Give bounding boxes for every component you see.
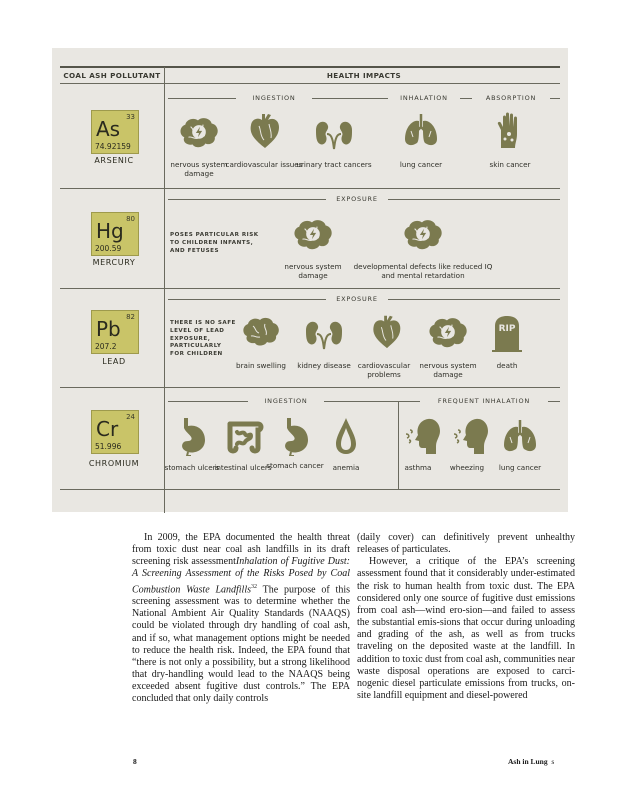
brain-icon: [241, 316, 281, 348]
impact-label: urinary tract cancers: [296, 160, 372, 169]
chromium-symbol: Cr: [96, 417, 119, 441]
mercury-exposure-section-label: EXPOSURE: [326, 195, 388, 203]
blood-drop-icon: [332, 416, 360, 456]
impact-label: anemia: [332, 463, 360, 472]
mercury-symbol: Hg: [96, 219, 124, 243]
mercury-risk-note: POSES PARTICULAR RISK TO CHILDREN INFANTS, AND FETUSES: [170, 232, 259, 254]
lead-atomic-mass: 207.2: [95, 342, 117, 351]
chromium-inhalation-section-label: FREQUENT INHALATION: [420, 397, 548, 405]
pollutant-column-header: COAL ASH POLLUTANT: [63, 71, 161, 80]
chromium-element-tile: [91, 410, 139, 454]
impacts-column-header: HEALTH IMPACTS: [326, 71, 402, 80]
chromium-name: CHROMIUM: [88, 459, 140, 468]
chromium-atomic-mass: 51.996: [95, 442, 122, 451]
impact-label: developmental defects like reduced IQ and mental retardation: [353, 262, 493, 280]
body-text: In 2009, the EPA documented the health threat from toxic dust near coal ash landfills in its draft screening risk assessment: [132, 532, 350, 568]
heart-icon: [245, 110, 285, 150]
stomach-warning-icon: [278, 416, 312, 456]
impact-label: nervous system damage: [284, 262, 342, 280]
heart-icon: [368, 312, 406, 350]
lead-element-tile: [91, 310, 139, 354]
kidneys-icon: [302, 316, 346, 350]
kidneys-icon: [312, 116, 356, 150]
report-title: Inhalation of Fugitive Dust: A Screening Assessment of the Risks Posed by Coal Combustion Waste Landfills: [132, 556, 350, 595]
tombstone-rip-text: RIP: [498, 324, 516, 334]
lead-exposure-section-label: EXPOSURE: [326, 295, 388, 303]
arsenic-element-tile: [91, 110, 139, 154]
impact-label: nervous system damage: [419, 361, 477, 379]
body-text: The purpose of this screening assessment was to determine whether the National Ambient Air Quality Standards (NAAQS) could be violated through dry handling of coal ash, and if so, what management options might be needed to reduce the health risk. Indeed, the EPA found that “there is not only a possibility, but a strong likelihood that dry-handling would lead to the NAAQS being exceeded absent fugitive dust controls.” The EPA concluded that only daily controls: [132, 583, 350, 705]
body-text: However, a critique of the EPA’s screening assessment found that it considerably under-estimated the risk to human health from toxic dust. The EPA considered only one source of fugitive dust emissions from coal ash—wind ero-sion—and failed to assess the substantial emis-sions that occur during unloading and grading of the ash, as well as from trucks traveling on the deposited waste at the landfill. In addition to toxic dust from coal ash, communities near waste disposal operations are exposed to carci-nogenic diesel particulate emissions from trucks, on-site landfill equipment and diesel-powered: [357, 556, 576, 702]
impact-label: death: [496, 361, 518, 370]
arsenic-ingestion-section-label: INGESTION: [236, 94, 312, 102]
impact-label: intestinal ulcers: [214, 463, 272, 472]
intestines-icon: [224, 418, 264, 454]
impact-label: nervous system damage: [170, 160, 228, 178]
impact-label: lung cancer: [498, 463, 542, 472]
head-breathing-icon: [402, 416, 442, 456]
impact-label: brain swelling: [236, 361, 286, 370]
impact-label: lung cancer: [399, 160, 443, 169]
chromium-atomic-number: 24: [126, 413, 135, 421]
head-wheezing-icon: [450, 416, 490, 456]
lungs-icon: [401, 112, 441, 150]
lead-symbol: Pb: [96, 317, 121, 341]
arsenic-atomic-mass: 74.92159: [95, 142, 131, 151]
arsenic-symbol: As: [96, 117, 121, 141]
arsenic-name: ARSENIC: [94, 156, 134, 165]
brain-warning-icon: [178, 116, 220, 150]
lungs-icon: [500, 418, 540, 456]
impact-label: wheezing: [449, 463, 485, 472]
body-column-right: [357, 532, 575, 702]
body-column-left: [132, 532, 350, 706]
mercury-atomic-mass: 200.59: [95, 244, 122, 253]
impact-label: stomach cancer: [266, 461, 324, 470]
brain-warning-icon: [402, 218, 444, 252]
impact-label: stomach ulcers: [164, 463, 220, 472]
impact-label: cardiovascular problems: [357, 361, 411, 379]
lead-name: LEAD: [102, 357, 126, 366]
mercury-atomic-number: 80: [126, 215, 135, 223]
impact-label: kidney disease: [297, 361, 351, 370]
page-number: 8: [133, 757, 137, 766]
mercury-element-tile: [91, 212, 139, 256]
arsenic-atomic-number: 33: [126, 113, 135, 121]
lead-atomic-number: 82: [126, 313, 135, 321]
running-title: Ash in Lung s: [508, 757, 555, 766]
hand-icon: [494, 112, 526, 150]
health-impacts-infographic: [52, 48, 568, 512]
brain-warning-icon: [292, 218, 334, 252]
trailing-mark: s: [551, 757, 555, 766]
stomach-icon: [175, 416, 209, 456]
mercury-name: MERCURY: [92, 258, 136, 267]
impact-label: asthma: [404, 463, 432, 472]
chromium-ingestion-section-label: INGESTION: [248, 397, 324, 405]
impact-label: cardiovascular issues: [225, 160, 303, 169]
arsenic-absorption-section-label: ABSORPTION: [472, 94, 550, 102]
impact-label: skin cancer: [489, 160, 531, 169]
lead-risk-note: THERE IS NO SAFE LEVEL OF LEAD EXPOSURE, PARTICULARLY FOR CHILDREN: [170, 320, 236, 358]
arsenic-inhalation-section-label: INHALATION: [388, 94, 460, 102]
footnote-marker: 32: [251, 583, 258, 590]
body-text: (daily cover) can definitively prevent unhealthy releases of particulates.: [357, 532, 575, 556]
brain-warning-icon: [427, 316, 469, 350]
